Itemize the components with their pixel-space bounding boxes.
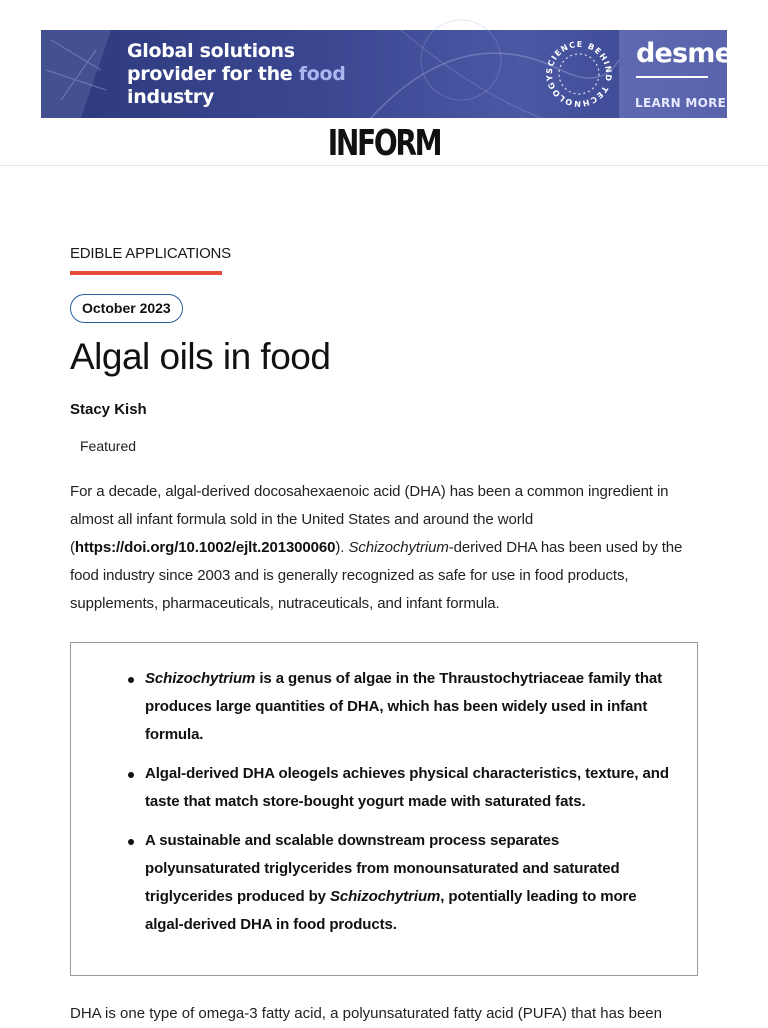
seal-text: SCIENCE BEHIND TECHNOLOGY	[544, 39, 614, 109]
intro-italic-genus: Schizochytrium	[348, 539, 449, 556]
article-intro-paragraph	[70, 478, 700, 618]
key-point-text-after: , potentially leading to more algal-derived DHA in food products.	[145, 888, 637, 933]
ad-headline-line3: industry	[127, 86, 214, 108]
svg-text:SCIENCE BEHIND TECHNOLOGY	[545, 40, 613, 108]
intro-text-1: For a decade, algal-derived docosahexaenoic acid (DHA) has been a common ingredient in almost all infant formula sold in the United States and around the world (	[70, 483, 669, 556]
key-points-box	[70, 642, 698, 976]
article-title: Algal oils in food	[70, 336, 331, 377]
ad-headline-line2	[127, 63, 387, 86]
intro-text-3: -derived DHA has been used by the food industry since 2003 and is generally recognized as safe for use in food products, supplements, pharmaceuticals, nutraceuticals, and infant formula.	[70, 539, 683, 612]
ad-learn-more-button[interactable]: LEARN MORE	[635, 96, 727, 110]
ad-brand-divider	[636, 76, 708, 78]
science-behind-technology-seal-icon	[539, 34, 619, 114]
key-point-text: Algal-derived DHA oleogels achieves physical characteristics, texture, and taste that match store-bought yogurt made with saturated fats.	[145, 765, 669, 810]
ad-brand-logo: desmet	[636, 38, 745, 69]
doi-link[interactable]: https://doi.org/10.1002/ejlt.201300060	[74, 539, 336, 556]
ad-banner[interactable]	[41, 30, 745, 118]
article-tag: Featured	[80, 438, 137, 454]
key-point-text: is a genus of algae in the Thraustochytriaceae family that produces large quantities of DHA, which has been widely used in infant formula.	[145, 670, 663, 743]
ad-headline-accent: food	[298, 63, 346, 85]
header-divider	[0, 165, 768, 166]
bullet-icon	[128, 772, 134, 778]
key-points-list	[145, 665, 675, 950]
key-point-text-before: A sustainable and scalable downstream process separates polyunsaturated triglycerides from monounsaturated and saturated triglycerides produced by	[145, 832, 620, 905]
intro-text-2: ).	[335, 539, 349, 556]
key-point-item	[145, 760, 675, 816]
site-logo[interactable]: INFORM	[327, 123, 441, 164]
article-author-link[interactable]: Stacy Kish	[70, 401, 147, 418]
bullet-icon	[128, 677, 134, 683]
bullet-icon	[128, 839, 134, 845]
key-point-italic: Schizochytrium	[329, 888, 441, 905]
article-body-paragraph: DHA is one type of omega-3 fatty acid, a polyunsaturated fatty acid (PUFA) that has been	[70, 1005, 662, 1022]
key-point-italic: Schizochytrium	[145, 670, 256, 687]
ad-headline	[127, 40, 387, 109]
key-point-item	[145, 827, 675, 939]
category-underline	[70, 271, 222, 275]
ad-headline-line2a: provider for the	[127, 63, 293, 85]
key-point-item	[145, 665, 675, 749]
ad-headline-line1: Global solutions	[127, 40, 295, 62]
article-category-link[interactable]: EDIBLE APPLICATIONS	[70, 245, 231, 262]
article-date-badge: October 2023	[70, 294, 183, 323]
